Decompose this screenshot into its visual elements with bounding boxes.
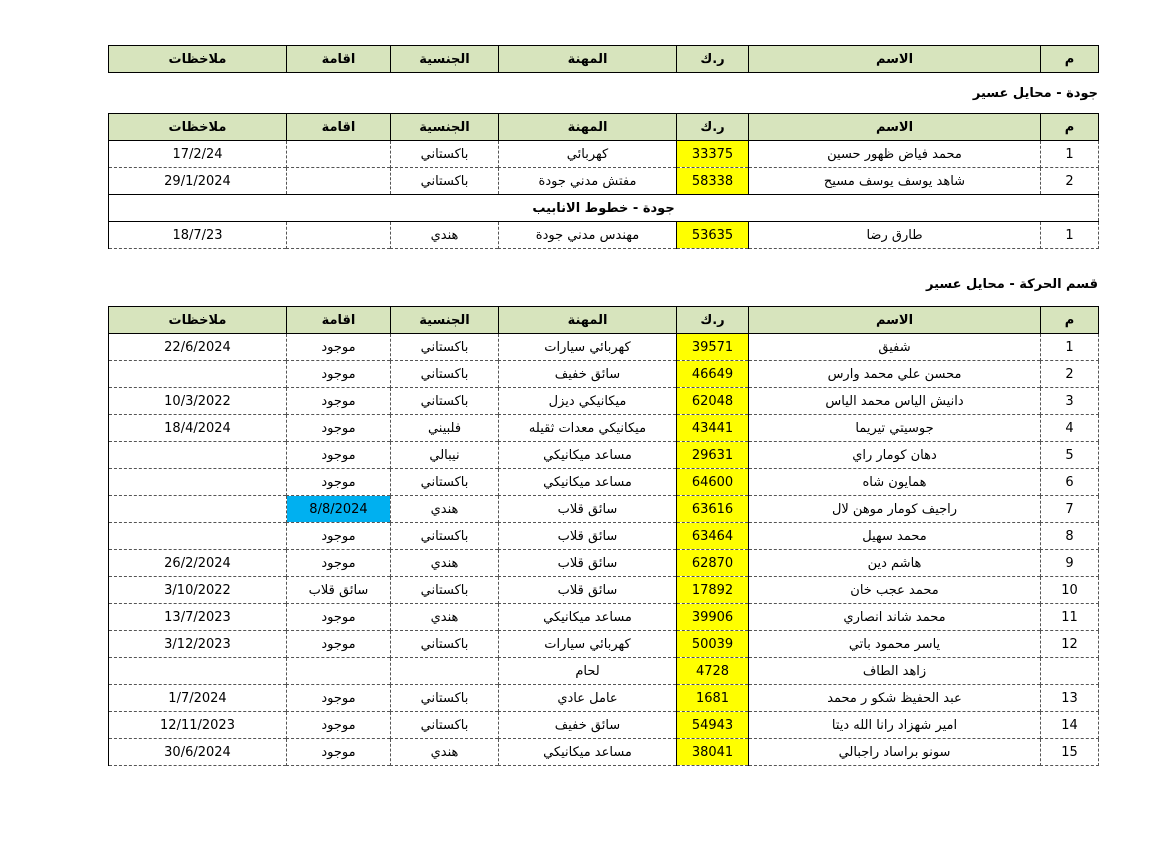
row-number: 7: [1041, 496, 1099, 523]
job-cell: سائق قلاب: [499, 577, 677, 604]
table-row: [109, 442, 1099, 469]
col-header-nationality: الجنسية: [391, 46, 499, 73]
nationality-cell: باكستاني: [391, 685, 499, 712]
job-cell: مهندس مدني جودة: [499, 222, 677, 249]
residence-cell: [287, 658, 391, 685]
name-cell: دانيش الياس محمد الياس: [749, 388, 1041, 415]
job-cell: كهربائي سيارات: [499, 631, 677, 658]
rk-cell: 1681: [677, 685, 749, 712]
row-number: 8: [1041, 523, 1099, 550]
job-cell: عامل عادي: [499, 685, 677, 712]
transport-table: [108, 306, 1099, 766]
quality-table: [108, 113, 1099, 249]
notes-cell: [109, 658, 287, 685]
col-header-name: الاسم: [749, 46, 1041, 73]
name-cell: عبد الحفيظ شكو ر محمد: [749, 685, 1041, 712]
col-header-residence: اقامة: [287, 114, 391, 141]
row-number: 2: [1041, 168, 1099, 195]
rk-cell: 62870: [677, 550, 749, 577]
table-row: [109, 550, 1099, 577]
job-cell: كهربائي سيارات: [499, 334, 677, 361]
name-cell: راجيف كومار موهن لال: [749, 496, 1041, 523]
name-cell: شاهد يوسف يوسف مسيح: [749, 168, 1041, 195]
notes-cell: [109, 442, 287, 469]
name-cell: شفيق: [749, 334, 1041, 361]
table-row: [109, 415, 1099, 442]
header-row: [109, 307, 1099, 334]
merged-section-row: [109, 195, 1099, 222]
nationality-cell: باكستاني: [391, 577, 499, 604]
table-row: [109, 577, 1099, 604]
notes-cell: 17/2/24: [109, 141, 287, 168]
job-cell: مساعد ميكانيكي: [499, 604, 677, 631]
residence-cell: موجود: [287, 631, 391, 658]
table-row: [109, 469, 1099, 496]
residence-cell: موجود: [287, 334, 391, 361]
table-row: [109, 334, 1099, 361]
notes-cell: 26/2/2024: [109, 550, 287, 577]
name-cell: سونو براساد راجبالي: [749, 739, 1041, 766]
notes-cell: [109, 523, 287, 550]
nationality-cell: هندي: [391, 604, 499, 631]
table-row: [109, 685, 1099, 712]
nationality-cell: هندي: [391, 739, 499, 766]
notes-cell: 3/10/2022: [109, 577, 287, 604]
name-cell: جوسيتي تيريما: [749, 415, 1041, 442]
rk-cell: 64600: [677, 469, 749, 496]
table-row: [109, 222, 1099, 249]
col-header-nationality: الجنسية: [391, 307, 499, 334]
name-cell: محمد شاند انصاري: [749, 604, 1041, 631]
section-label-quality: جودة - محايل عسير: [972, 86, 1098, 101]
name-cell: امير شهزاد رانا الله ديتا: [749, 712, 1041, 739]
residence-cell: موجود: [287, 685, 391, 712]
row-number: 1: [1041, 222, 1099, 249]
name-cell: همايون شاه: [749, 469, 1041, 496]
row-number: 3: [1041, 388, 1099, 415]
merged-section-label: جودة - خطوط الانابيب: [109, 195, 1099, 222]
rk-cell: 29631: [677, 442, 749, 469]
row-number: 13: [1041, 685, 1099, 712]
rk-cell: 4728: [677, 658, 749, 685]
col-header-nationality: الجنسية: [391, 114, 499, 141]
residence-cell: موجود: [287, 712, 391, 739]
job-cell: سائق خفيف: [499, 361, 677, 388]
residence-cell: موجود: [287, 604, 391, 631]
col-header-notes: ملاخظات: [109, 307, 287, 334]
notes-cell: 18/4/2024: [109, 415, 287, 442]
table-row: [109, 496, 1099, 523]
nationality-cell: هندي: [391, 496, 499, 523]
job-cell: مفتش مدني جودة: [499, 168, 677, 195]
table-row: [109, 631, 1099, 658]
name-cell: طارق رضا: [749, 222, 1041, 249]
notes-cell: [109, 496, 287, 523]
name-cell: ياسر محمود باتي: [749, 631, 1041, 658]
section-label-transport: قسم الحركة - محايل عسير: [926, 277, 1098, 292]
row-number: 1: [1041, 141, 1099, 168]
notes-cell: 10/3/2022: [109, 388, 287, 415]
col-header-name: الاسم: [749, 307, 1041, 334]
job-cell: مساعد ميكانيكي: [499, 469, 677, 496]
row-number: 12: [1041, 631, 1099, 658]
job-cell: سائق قلاب: [499, 550, 677, 577]
nationality-cell: [391, 658, 499, 685]
residence-cell: سائق قلاب: [287, 577, 391, 604]
col-header-rk: ر.ك: [677, 307, 749, 334]
table-row: [109, 361, 1099, 388]
residence-cell: موجود: [287, 550, 391, 577]
table-row: [109, 388, 1099, 415]
col-header-m: م: [1041, 46, 1099, 73]
job-cell: سائق قلاب: [499, 523, 677, 550]
table-row: [109, 141, 1099, 168]
notes-cell: 1/7/2024: [109, 685, 287, 712]
rk-cell: 46649: [677, 361, 749, 388]
notes-cell: 13/7/2023: [109, 604, 287, 631]
residence-cell: موجود: [287, 388, 391, 415]
header-table: [108, 45, 1099, 73]
residence-cell: [287, 222, 391, 249]
col-header-name: الاسم: [749, 114, 1041, 141]
nationality-cell: فلبيني: [391, 415, 499, 442]
job-cell: سائق خفيف: [499, 712, 677, 739]
rk-cell: 39906: [677, 604, 749, 631]
row-number: 10: [1041, 577, 1099, 604]
job-cell: ميكانيكي معدات ثقيله: [499, 415, 677, 442]
residence-cell: 8/8/2024: [287, 496, 391, 523]
notes-cell: 22/6/2024: [109, 334, 287, 361]
residence-cell: [287, 168, 391, 195]
row-number: 9: [1041, 550, 1099, 577]
job-cell: ميكانيكي ديزل: [499, 388, 677, 415]
rk-cell: 62048: [677, 388, 749, 415]
rk-cell: 58338: [677, 168, 749, 195]
table-row: [109, 523, 1099, 550]
row-number: 1: [1041, 334, 1099, 361]
rk-cell: 39571: [677, 334, 749, 361]
table-row: [109, 658, 1099, 685]
name-cell: دهان كومار راي: [749, 442, 1041, 469]
name-cell: زاهد الطاف: [749, 658, 1041, 685]
notes-cell: 18/7/23: [109, 222, 287, 249]
nationality-cell: باكستاني: [391, 334, 499, 361]
header-row: [109, 114, 1099, 141]
job-cell: مساعد ميكانيكي: [499, 442, 677, 469]
nationality-cell: هندي: [391, 222, 499, 249]
table-row: [109, 168, 1099, 195]
name-cell: محمد فياض ظهور حسين: [749, 141, 1041, 168]
residence-cell: موجود: [287, 415, 391, 442]
job-cell: مساعد ميكانيكي: [499, 739, 677, 766]
notes-cell: [109, 361, 287, 388]
row-number: 2: [1041, 361, 1099, 388]
residence-cell: [287, 141, 391, 168]
col-header-job: المهنة: [499, 114, 677, 141]
rk-cell: 53635: [677, 222, 749, 249]
residence-cell: موجود: [287, 523, 391, 550]
job-cell: لحام: [499, 658, 677, 685]
residence-cell: موجود: [287, 739, 391, 766]
rk-cell: 63616: [677, 496, 749, 523]
nationality-cell: باكستاني: [391, 361, 499, 388]
notes-cell: 30/6/2024: [109, 739, 287, 766]
nationality-cell: باكستاني: [391, 469, 499, 496]
name-cell: محسن علي محمد وارس: [749, 361, 1041, 388]
notes-cell: 3/12/2023: [109, 631, 287, 658]
residence-cell: موجود: [287, 361, 391, 388]
nationality-cell: باكستاني: [391, 141, 499, 168]
nationality-cell: باكستاني: [391, 388, 499, 415]
row-number: 15: [1041, 739, 1099, 766]
nationality-cell: باكستاني: [391, 168, 499, 195]
job-cell: كهربائي: [499, 141, 677, 168]
notes-cell: [109, 469, 287, 496]
row-number: [1041, 658, 1099, 685]
row-number: 6: [1041, 469, 1099, 496]
row-number: 5: [1041, 442, 1099, 469]
col-header-notes: ملاخظات: [109, 46, 287, 73]
name-cell: هاشم دين: [749, 550, 1041, 577]
name-cell: محمد عجب خان: [749, 577, 1041, 604]
notes-cell: 29/1/2024: [109, 168, 287, 195]
nationality-cell: هندي: [391, 550, 499, 577]
col-header-residence: اقامة: [287, 46, 391, 73]
nationality-cell: نيبالي: [391, 442, 499, 469]
col-header-m: م: [1041, 307, 1099, 334]
col-header-job: المهنة: [499, 307, 677, 334]
col-header-rk: ر.ك: [677, 46, 749, 73]
nationality-cell: باكستاني: [391, 712, 499, 739]
row-number: 11: [1041, 604, 1099, 631]
rk-cell: 38041: [677, 739, 749, 766]
row-number: 4: [1041, 415, 1099, 442]
table-row: [109, 739, 1099, 766]
nationality-cell: باكستاني: [391, 631, 499, 658]
residence-cell: موجود: [287, 442, 391, 469]
rk-cell: 50039: [677, 631, 749, 658]
rk-cell: 54943: [677, 712, 749, 739]
table-row: [109, 604, 1099, 631]
table-row: [109, 712, 1099, 739]
notes-cell: 12/11/2023: [109, 712, 287, 739]
rk-cell: 17892: [677, 577, 749, 604]
col-header-rk: ر.ك: [677, 114, 749, 141]
rk-cell: 43441: [677, 415, 749, 442]
col-header-notes: ملاخظات: [109, 114, 287, 141]
rk-cell: 33375: [677, 141, 749, 168]
job-cell: سائق قلاب: [499, 496, 677, 523]
col-header-residence: اقامة: [287, 307, 391, 334]
col-header-job: المهنة: [499, 46, 677, 73]
nationality-cell: باكستاني: [391, 523, 499, 550]
residence-cell: موجود: [287, 469, 391, 496]
header-row: [109, 46, 1099, 73]
row-number: 14: [1041, 712, 1099, 739]
col-header-m: م: [1041, 114, 1099, 141]
name-cell: محمد سهيل: [749, 523, 1041, 550]
rk-cell: 63464: [677, 523, 749, 550]
